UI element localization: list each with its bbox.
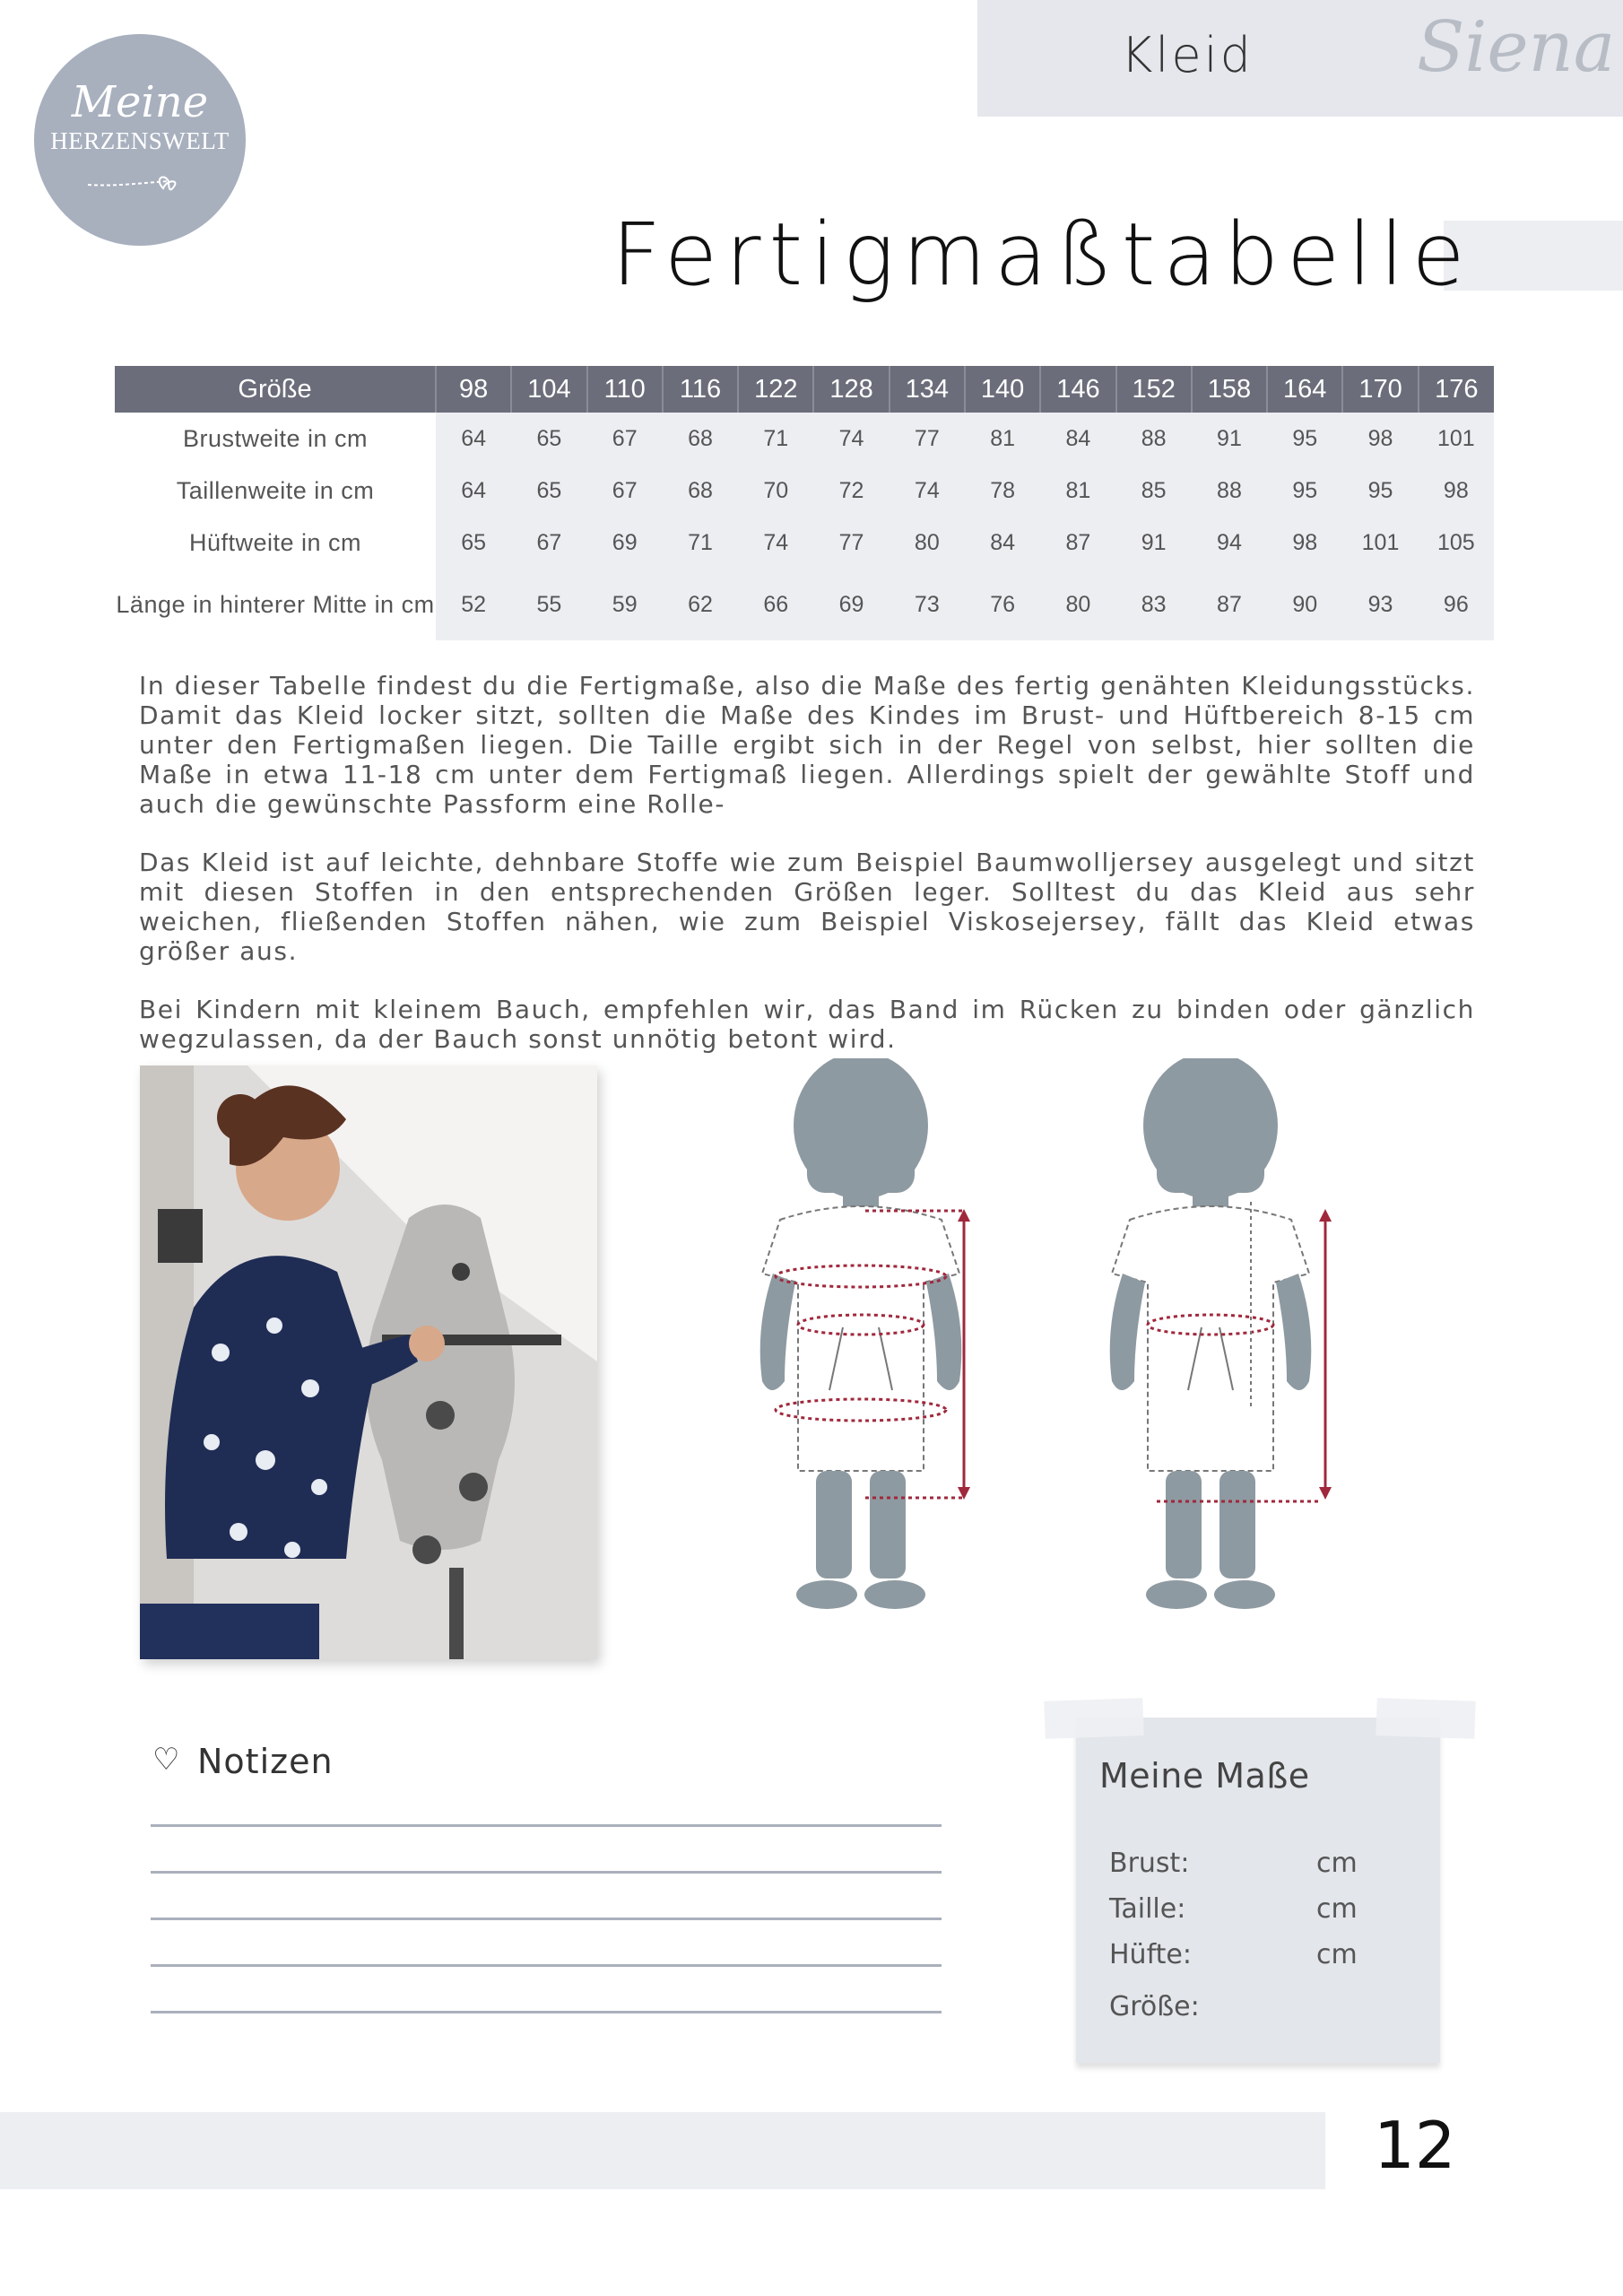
table-cell: 67 — [511, 517, 586, 569]
paragraph: Das Kleid ist auf leichte, dehnbare Stoffe wie zum Beispiel Baumwolljersey ausgelegt und sitzt mit diesen Stoffen in den entsprechenden Größen leger. Solltest du das Kleid aus sehr weichen, fließenden Stoffen nähen, wie zum Beispiel Viskosejersey, fällt das Kleid etwas größer aus. — [139, 848, 1475, 966]
table-row — [115, 413, 1494, 465]
table-header-row — [115, 366, 1494, 413]
logo-word-text: HERZENSWELT — [50, 127, 230, 154]
table-cell: 80 — [890, 517, 965, 569]
page-title: Fertigmaßtabelle — [612, 204, 1473, 305]
table-cell: 88 — [1116, 413, 1192, 465]
table-cell: 55 — [511, 569, 586, 640]
table-cell: 94 — [1192, 517, 1267, 569]
description-text — [139, 671, 1475, 1083]
table-cell: 84 — [1040, 413, 1115, 465]
table-cell: 67 — [587, 413, 663, 465]
measurements-card-title: Meine Maße — [1099, 1756, 1310, 1796]
note-line — [151, 1918, 942, 1920]
size-header: 98 — [436, 366, 511, 413]
table-cell: 98 — [1342, 413, 1418, 465]
size-header: 158 — [1192, 366, 1267, 413]
row-label: Länge in hinterer Mitte in cm — [116, 591, 435, 618]
measurement-label-brust: Brust: — [1109, 1848, 1190, 1879]
size-header: 128 — [813, 366, 889, 413]
measurement-unit: cm — [1316, 1848, 1358, 1879]
back-figure — [1110, 1058, 1332, 1609]
table-cell: 93 — [1342, 569, 1418, 640]
table-cell: 76 — [965, 569, 1040, 640]
table-row — [115, 517, 1494, 569]
table-cell: 95 — [1342, 465, 1418, 517]
table-cell: 96 — [1419, 569, 1494, 640]
brand-logo — [34, 34, 246, 246]
size-header: 110 — [587, 366, 663, 413]
table-cell: 65 — [511, 413, 586, 465]
table-cell: 105 — [1419, 517, 1494, 569]
size-header: 104 — [511, 366, 586, 413]
paragraph: Bei Kindern mit kleinem Bauch, empfehlen wir, das Band im Rücken zu binden oder gänzlich wegzulassen, da der Bauch sonst unnötig betont wird. — [139, 995, 1475, 1054]
row-label: Taillenweite in cm — [176, 477, 375, 504]
table-cell: 80 — [1040, 569, 1115, 640]
table-cell: 91 — [1192, 413, 1267, 465]
table-cell: 69 — [813, 569, 889, 640]
row-label: Hüftweite in cm — [188, 529, 362, 556]
measurement-label-huefte: Hüfte: — [1109, 1939, 1192, 1970]
table-cell: 65 — [436, 517, 511, 569]
table-cell: 101 — [1419, 413, 1494, 465]
note-line — [151, 1964, 942, 1967]
size-header: 122 — [738, 366, 813, 413]
size-header: 176 — [1419, 366, 1494, 413]
heart-icon: ♡ — [152, 1742, 180, 1778]
measurement-unit: cm — [1316, 1939, 1358, 1970]
logo-script-text: Meine — [71, 77, 209, 127]
table-cell: 73 — [890, 569, 965, 640]
size-header: 134 — [890, 366, 965, 413]
table-cell: 67 — [587, 465, 663, 517]
table-cell: 68 — [663, 413, 738, 465]
table-cell: 78 — [965, 465, 1040, 517]
heart-line-icon — [34, 161, 246, 197]
table-cell: 95 — [1267, 413, 1342, 465]
size-header: 140 — [965, 366, 1040, 413]
table-cell: 64 — [436, 465, 511, 517]
header-category: Kleid — [1121, 27, 1254, 83]
table-cell: 74 — [813, 413, 889, 465]
table-cell: 66 — [738, 569, 813, 640]
table-cell: 52 — [436, 569, 511, 640]
table-cell: 87 — [1040, 517, 1115, 569]
note-line — [151, 2011, 942, 2013]
table-cell: 81 — [965, 413, 1040, 465]
size-header: 152 — [1116, 366, 1192, 413]
paragraph: In dieser Tabelle findest du die Fertigmaße, also die Maße des fertig genähten Kleidungsstücks. Damit das Kleid locker sitzt, sollten die Maße des Kindes im Brust- und Hüftbereich 8-15 cm unter den Fertigmaßen liegen. Die Taille ergibt sich in der Regel von selbst, hier sollten die Maße in etwa 11-18 cm unter dem Fertigmaß liegen. Allerdings spielt der gewählte Stoff und auch die gewünschte Passform eine Rolle- — [139, 671, 1475, 819]
table-cell: 71 — [663, 517, 738, 569]
table-cell: 65 — [511, 465, 586, 517]
table-cell: 71 — [738, 413, 813, 465]
table-cell: 83 — [1116, 569, 1192, 640]
table-cell: 74 — [890, 465, 965, 517]
header-pattern-name: Siena — [1417, 7, 1616, 88]
table-cell: 91 — [1116, 517, 1192, 569]
table-cell: 77 — [890, 413, 965, 465]
size-table — [115, 366, 1494, 640]
tape-decoration — [1044, 1698, 1143, 1739]
table-cell: 101 — [1342, 517, 1418, 569]
table-cell: 59 — [587, 569, 663, 640]
measurement-unit: cm — [1316, 1893, 1358, 1925]
photo-illustration — [140, 1065, 597, 1659]
footer-bar — [0, 2112, 1325, 2189]
measurement-label-taille: Taille: — [1109, 1893, 1186, 1925]
table-cell: 72 — [813, 465, 889, 517]
measurement-diagram — [753, 1058, 1417, 1650]
table-cell: 81 — [1040, 465, 1115, 517]
page-number: 12 — [1374, 2108, 1456, 2183]
table-cell: 68 — [663, 465, 738, 517]
table-cell: 74 — [738, 517, 813, 569]
size-header: 164 — [1267, 366, 1342, 413]
tape-decoration — [1376, 1698, 1475, 1739]
table-row — [115, 569, 1494, 640]
child-silhouettes-illustration — [753, 1058, 1417, 1650]
table-cell: 90 — [1267, 569, 1342, 640]
notes-label: Notizen — [197, 1742, 334, 1781]
table-cell: 70 — [738, 465, 813, 517]
table-cell: 85 — [1116, 465, 1192, 517]
table-cell: 69 — [587, 517, 663, 569]
note-line — [151, 1871, 942, 1874]
table-cell: 77 — [813, 517, 889, 569]
table-cell: 98 — [1267, 517, 1342, 569]
table-cell: 64 — [436, 413, 511, 465]
photo-measuring-dress-form — [140, 1065, 597, 1659]
table-cell: 62 — [663, 569, 738, 640]
table-cell: 84 — [965, 517, 1040, 569]
table-cell: 88 — [1192, 465, 1267, 517]
front-figure — [760, 1058, 970, 1609]
size-header: 146 — [1040, 366, 1115, 413]
table-cell: 87 — [1192, 569, 1267, 640]
row-label: Brustweite in cm — [182, 425, 369, 452]
table-cell: 95 — [1267, 465, 1342, 517]
note-line — [151, 1824, 942, 1827]
size-header: 116 — [663, 366, 738, 413]
table-row — [115, 465, 1494, 517]
size-header: 170 — [1342, 366, 1418, 413]
table-cell: 98 — [1419, 465, 1494, 517]
table-header-label: Größe — [115, 366, 436, 413]
measurement-label-groesse: Größe: — [1109, 1991, 1200, 2022]
